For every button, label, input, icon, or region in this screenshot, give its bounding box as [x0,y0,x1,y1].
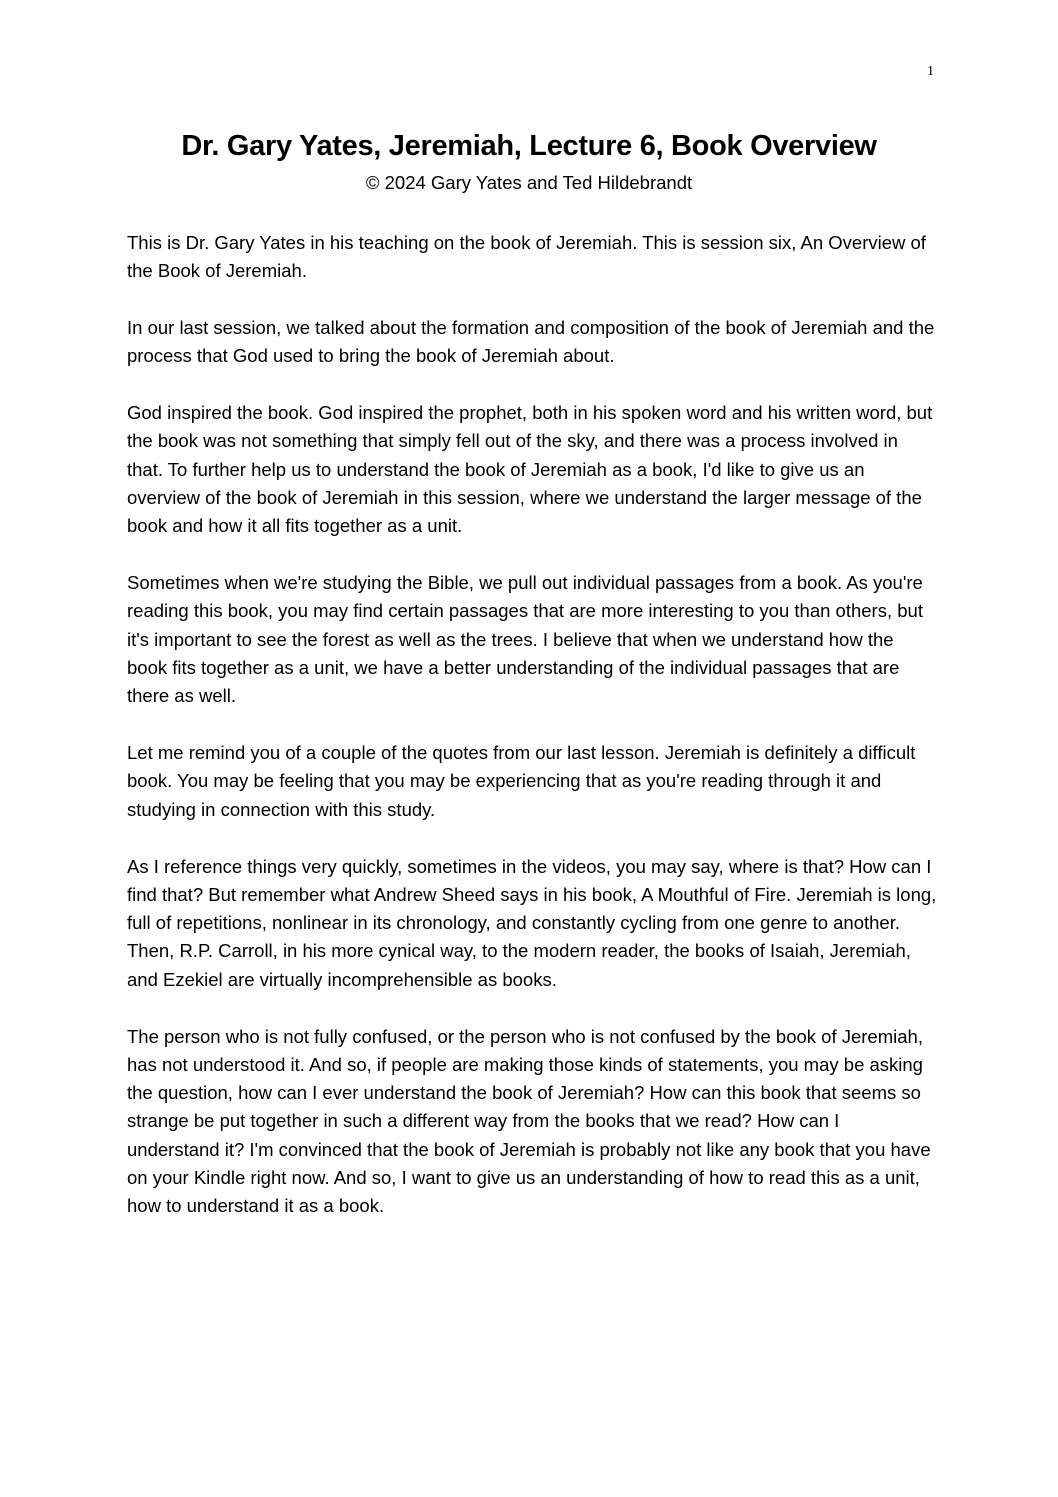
page-number: 1 [927,64,934,79]
document-title: Dr. Gary Yates, Jeremiah, Lecture 6, Book Overview [181,130,877,162]
paragraph-4: Sometimes when we're studying the Bible, we pull out individual passages from a book. As you're reading this book, you may find certain passages that are more interesting to you than others, but it's important to see the forest as well as the trees. I believe that when we understand how the book fits together as a unit, we have a better understanding of the individual passages that are there as well. [127,572,923,707]
paragraph-1: This is Dr. Gary Yates in his teaching on the book of Jeremiah. This is session six, An Overview of the Book of Jeremiah. [127,232,926,282]
paragraph-2: In our last session, we talked about the formation and composition of the book of Jeremiah and the process that God used to bring the book of Jeremiah about. [127,317,935,367]
paragraph-3: God inspired the book. God inspired the prophet, both in his spoken word and his written word, but the book was not something that simply fell out of the sky, and there was a process involved in that. To further help us to understand the book of Jeremiah as a book, I'd like to give us an overview of the book of Jeremiah in this session, where we understand the larger message of the book and how it all fits together as a unit. [127,402,933,537]
paragraph-6: As I reference things very quickly, sometimes in the videos, you may say, where is that? How can I find that? But remember what Andrew Sheed says in his book, A Mouthful of Fire. Jeremiah is long, full of repetitions, nonlinear in its chronology, and constantly cycling from one genre to another. Then, R.P. Carroll, in his more cynical way, to the modern reader, the books of Isaiah, Jeremiah, and Ezekiel are virtually incomprehensible as books. [127,855,937,990]
document-body [127,229,937,1249]
copyright-line: © 2024 Gary Yates and Ted Hildebrandt [365,172,693,193]
paragraph-5: Let me remind you of a couple of the quotes from our last lesson. Jeremiah is definitely a difficult book. You may be feeling that you may be experiencing that as you're reading through it and studying in connection with this study. [127,742,916,820]
paragraph-7: The person who is not fully confused, or the person who is not confused by the book of Jeremiah, has not understood it. And so, if people are making those kinds of statements, you may be asking the question, how can I ever understand the book of Jeremiah? How can this book that seems so strange be put together in such a different way from the books that we read? How can I understand it? I'm convinced that the book of Jeremiah is probably not like any book that you have on your Kindle right now. And so, I want to give us an understanding of how to read this as a unit, how to understand it as a book. [127,1025,931,1217]
